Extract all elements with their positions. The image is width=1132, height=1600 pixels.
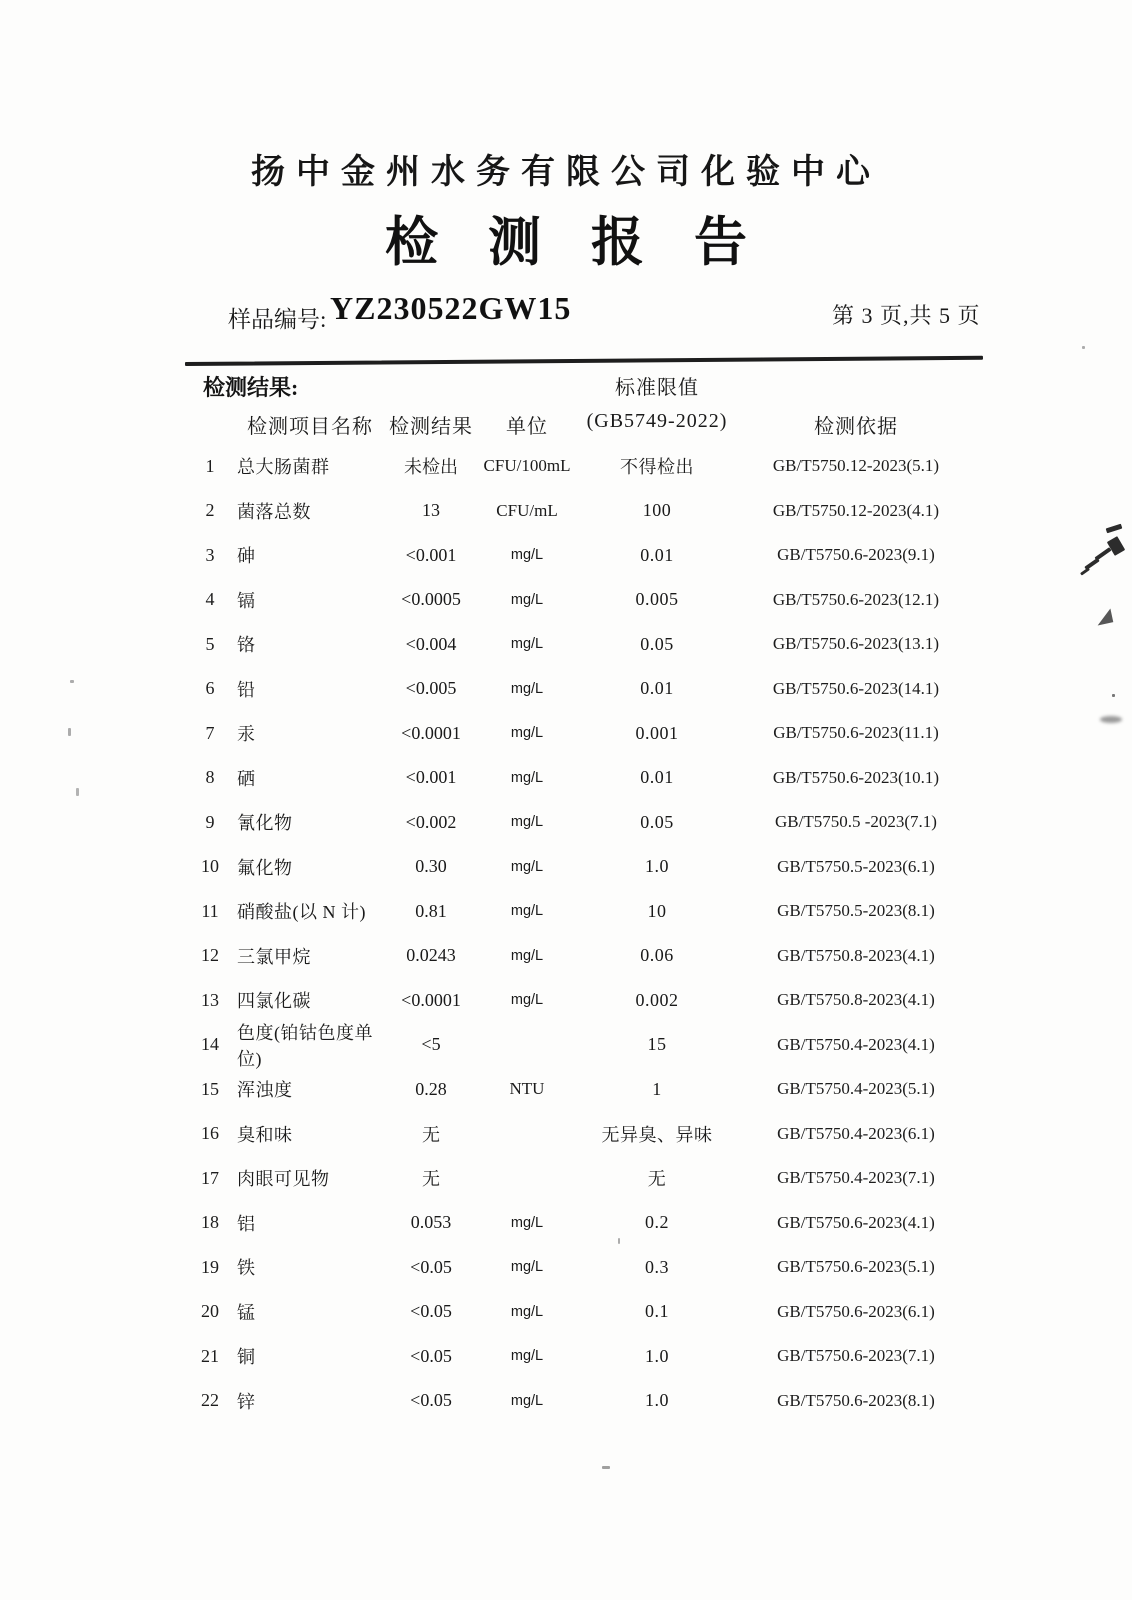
cell-basis: GB/T5750.6-2023(7.1) <box>777 1346 935 1366</box>
cell-basis: GB/T5750.6-2023(4.1) <box>777 1212 935 1232</box>
cell-unit: mg/L <box>510 1303 544 1320</box>
cell-limit: 1.0 <box>645 1390 669 1411</box>
cell-row-number: 2 <box>205 500 215 521</box>
cell-row-number: 16 <box>201 1123 219 1144</box>
cell-limit: 0.3 <box>645 1256 669 1277</box>
cell-result: <0.002 <box>405 811 457 832</box>
cell-unit: mg/L <box>510 992 544 1009</box>
cell-limit: 0.2 <box>645 1212 669 1233</box>
cell-unit: mg/L <box>510 947 544 964</box>
cell-item-name: 肉眼可见物 <box>237 1169 330 1190</box>
cell-unit: mg/L <box>510 1259 544 1276</box>
cell-unit: mg/L <box>510 1214 544 1231</box>
cell-basis: GB/T5750.4-2023(5.1) <box>777 1079 935 1099</box>
cell-unit: mg/L <box>510 680 544 697</box>
cell-result: <0.004 <box>405 633 457 654</box>
organization-title: 扬中金州水务有限公司化验中心 <box>251 154 881 191</box>
cell-limit: 0.05 <box>640 811 674 832</box>
limit-header-top: 标准限值 <box>615 377 699 399</box>
cell-row-number: 19 <box>201 1256 219 1277</box>
cell-limit: 0.002 <box>635 989 679 1010</box>
cell-result: <0.05 <box>410 1390 452 1411</box>
cell-item-name: 铁 <box>237 1258 256 1279</box>
cell-limit: 1.0 <box>645 856 669 877</box>
cell-result: <0.05 <box>410 1301 452 1322</box>
scan-artifact-triangle <box>1095 608 1114 625</box>
scan-artifact-smudge <box>1100 716 1122 723</box>
cell-result: 13 <box>422 500 440 521</box>
cell-unit: mg/L <box>510 769 544 786</box>
cell-result: <0.0001 <box>401 989 461 1010</box>
table-row <box>185 1290 975 1335</box>
table-row <box>185 622 975 667</box>
cell-row-number: 14 <box>201 1034 219 1055</box>
cell-row-number: 17 <box>201 1167 219 1188</box>
cell-basis: GB/T5750.4-2023(4.1) <box>777 1034 935 1054</box>
cell-row-number: 8 <box>205 767 215 788</box>
cell-row-number: 6 <box>205 678 215 699</box>
cell-unit: mg/L <box>510 814 544 831</box>
cell-row-number: 21 <box>201 1345 219 1366</box>
cell-item-name: 臭和味 <box>237 1124 293 1145</box>
cell-item-name: 三氯甲烷 <box>237 946 311 967</box>
cell-result: <0.0001 <box>401 722 461 743</box>
cell-result: 无 <box>422 1169 440 1190</box>
cell-basis: GB/T5750.6-2023(9.1) <box>777 545 935 565</box>
table-row <box>185 667 975 712</box>
cell-unit: CFU/100mL <box>483 456 571 476</box>
cell-unit: NTU <box>509 1079 545 1099</box>
table-row <box>185 845 975 890</box>
cell-result: <0.05 <box>410 1345 452 1366</box>
cell-limit: 0.005 <box>635 589 679 610</box>
cell-basis: GB/T5750.6-2023(12.1) <box>772 589 940 609</box>
cell-unit: mg/L <box>510 725 544 742</box>
table-row <box>185 1245 975 1290</box>
cell-basis: GB/T5750.6-2023(14.1) <box>772 678 940 698</box>
cell-basis: GB/T5750.5-2023(8.1) <box>777 901 935 921</box>
table-row <box>185 489 975 534</box>
column-header-item-name: 检测项目名称 <box>247 416 373 438</box>
cell-item-name: 四氯化碳 <box>237 991 311 1012</box>
cell-basis: GB/T5750.8-2023(4.1) <box>777 990 935 1010</box>
table-row <box>185 578 975 623</box>
cell-basis: GB/T5750.6-2023(6.1) <box>777 1301 935 1321</box>
cell-item-name: 铜 <box>237 1347 256 1368</box>
table-row <box>185 978 975 1023</box>
cell-row-number: 5 <box>205 633 215 654</box>
cell-unit: mg/L <box>510 1348 544 1365</box>
cell-unit: CFU/mL <box>496 500 558 520</box>
table-row <box>185 1112 975 1157</box>
table-row <box>185 1067 975 1112</box>
cell-result: <0.0005 <box>401 589 461 610</box>
cell-limit: 不得检出 <box>620 457 694 478</box>
cell-row-number: 11 <box>201 900 219 921</box>
cell-result: 0.28 <box>415 1078 447 1099</box>
cell-row-number: 13 <box>201 989 219 1010</box>
cell-result: 无 <box>422 1124 440 1145</box>
cell-result: <5 <box>421 1034 441 1055</box>
scan-speck <box>602 1466 610 1469</box>
cell-limit: 无异臭、异味 <box>601 1124 713 1145</box>
cell-basis: GB/T5750.4-2023(7.1) <box>777 1168 935 1188</box>
cell-result: 0.053 <box>410 1212 452 1233</box>
cell-limit: 无 <box>647 1169 667 1190</box>
cell-unit: mg/L <box>510 547 544 564</box>
table-body <box>185 444 975 1423</box>
table-header <box>185 371 975 439</box>
cell-item-name: 菌落总数 <box>237 501 311 522</box>
cell-limit: 0.01 <box>640 767 674 788</box>
cell-item-name: 砷 <box>237 546 256 567</box>
sample-number-label: 样品编号: <box>228 307 327 332</box>
cell-basis: GB/T5750.6-2023(13.1) <box>772 634 940 654</box>
report-title: 检测报告 <box>385 214 797 272</box>
cell-unit: mg/L <box>510 1392 544 1409</box>
cell-result: <0.001 <box>405 767 457 788</box>
cell-basis: GB/T5750.6-2023(8.1) <box>777 1390 935 1410</box>
column-header-unit: 单位 <box>506 416 548 438</box>
cell-limit: 0.001 <box>635 722 679 743</box>
cell-item-name: 铬 <box>237 635 256 656</box>
cell-limit: 0.01 <box>640 544 674 565</box>
cell-item-name: 锰 <box>237 1302 256 1323</box>
cell-result: 0.81 <box>415 900 447 921</box>
cell-limit: 1.0 <box>645 1345 669 1366</box>
cell-item-name: 镉 <box>237 590 256 611</box>
table-row <box>185 889 975 934</box>
cell-row-number: 12 <box>201 945 219 966</box>
page-indicator: 第 3 页,共 5 页 <box>832 303 981 328</box>
cell-unit: mg/L <box>510 636 544 653</box>
cell-row-number: 18 <box>201 1212 219 1233</box>
scan-artifact-scribble <box>1080 518 1124 584</box>
cell-item-name: 氟化物 <box>237 857 293 878</box>
cell-limit: 10 <box>647 900 667 921</box>
cell-limit: 15 <box>647 1034 667 1055</box>
cell-unit: mg/L <box>510 903 544 920</box>
cell-basis: GB/T5750.12-2023(4.1) <box>772 500 940 520</box>
table-row <box>185 756 975 801</box>
cell-result: <0.001 <box>405 544 457 565</box>
cell-row-number: 4 <box>205 589 215 610</box>
cell-basis: GB/T5750.12-2023(5.1) <box>772 456 940 476</box>
cell-row-number: 10 <box>201 856 219 877</box>
cell-row-number: 22 <box>201 1390 219 1411</box>
column-header-result: 检测结果 <box>389 416 473 438</box>
scan-speck <box>68 728 71 736</box>
table-row <box>185 800 975 845</box>
cell-item-name: 硒 <box>237 768 256 789</box>
table-row <box>185 1334 975 1379</box>
cell-item-name: 硝酸盐(以 N 计) <box>237 902 366 923</box>
cell-limit: 0.1 <box>645 1301 669 1322</box>
cell-basis: GB/T5750.5-2023(6.1) <box>777 856 935 876</box>
table-row <box>185 711 975 756</box>
cell-item-name: 浑浊度 <box>237 1080 293 1101</box>
cell-row-number: 3 <box>205 544 215 565</box>
cell-limit: 100 <box>642 500 672 521</box>
cell-row-number: 20 <box>201 1301 219 1322</box>
cell-item-name: 铝 <box>237 1213 256 1234</box>
cell-basis: GB/T5750.6-2023(5.1) <box>777 1257 935 1277</box>
table-row <box>185 934 975 979</box>
cell-result: 未检出 <box>404 457 458 478</box>
scan-speck <box>70 680 74 683</box>
cell-item-name: 锌 <box>237 1391 256 1412</box>
cell-unit: mg/L <box>510 858 544 875</box>
cell-basis: GB/T5750.6-2023(10.1) <box>772 767 940 787</box>
scan-speck <box>1112 694 1115 697</box>
column-header-limit-standard: (GB5749-2022) <box>586 410 728 432</box>
scan-speck <box>1082 346 1085 349</box>
cell-result: <0.05 <box>410 1256 452 1277</box>
results-section-label: 检测结果: <box>203 375 299 400</box>
cell-basis: GB/T5750.8-2023(4.1) <box>777 945 935 965</box>
column-header-basis: 检测依据 <box>814 416 898 438</box>
cell-result: <0.005 <box>405 678 457 699</box>
cell-row-number: 15 <box>201 1078 219 1099</box>
table-row <box>185 1379 975 1424</box>
cell-item-name: 色度(铂钴色度单位) <box>237 1022 373 1069</box>
cell-row-number: 1 <box>205 455 215 476</box>
cell-item-name: 氰化物 <box>237 813 293 834</box>
table-column-headers <box>185 410 975 439</box>
scan-speck <box>76 788 79 796</box>
table-row <box>185 1156 975 1201</box>
cell-limit: 0.05 <box>640 633 674 654</box>
table-row <box>185 444 975 489</box>
cell-item-name: 汞 <box>237 724 256 745</box>
table-row <box>185 533 975 578</box>
cell-item-name: 总大肠菌群 <box>237 457 330 478</box>
table-header-row-top <box>185 371 975 402</box>
cell-result: 0.0243 <box>406 945 456 966</box>
cell-row-number: 7 <box>205 722 215 743</box>
cell-unit: mg/L <box>510 591 544 608</box>
cell-basis: GB/T5750.4-2023(6.1) <box>777 1123 935 1143</box>
table-row <box>185 1023 975 1068</box>
cell-basis: GB/T5750.5 -2023(7.1) <box>775 812 937 832</box>
sample-number-value: YZ230522GW15 <box>330 290 572 326</box>
table-row <box>185 1201 975 1246</box>
cell-row-number: 9 <box>205 811 215 832</box>
cell-limit: 1 <box>652 1078 662 1099</box>
cell-basis: GB/T5750.6-2023(11.1) <box>773 723 939 743</box>
cell-limit: 0.06 <box>640 945 674 966</box>
cell-item-name: 铅 <box>237 679 256 700</box>
cell-result: 0.30 <box>415 856 447 877</box>
cell-limit: 0.01 <box>640 678 674 699</box>
table-top-rule <box>185 356 983 366</box>
